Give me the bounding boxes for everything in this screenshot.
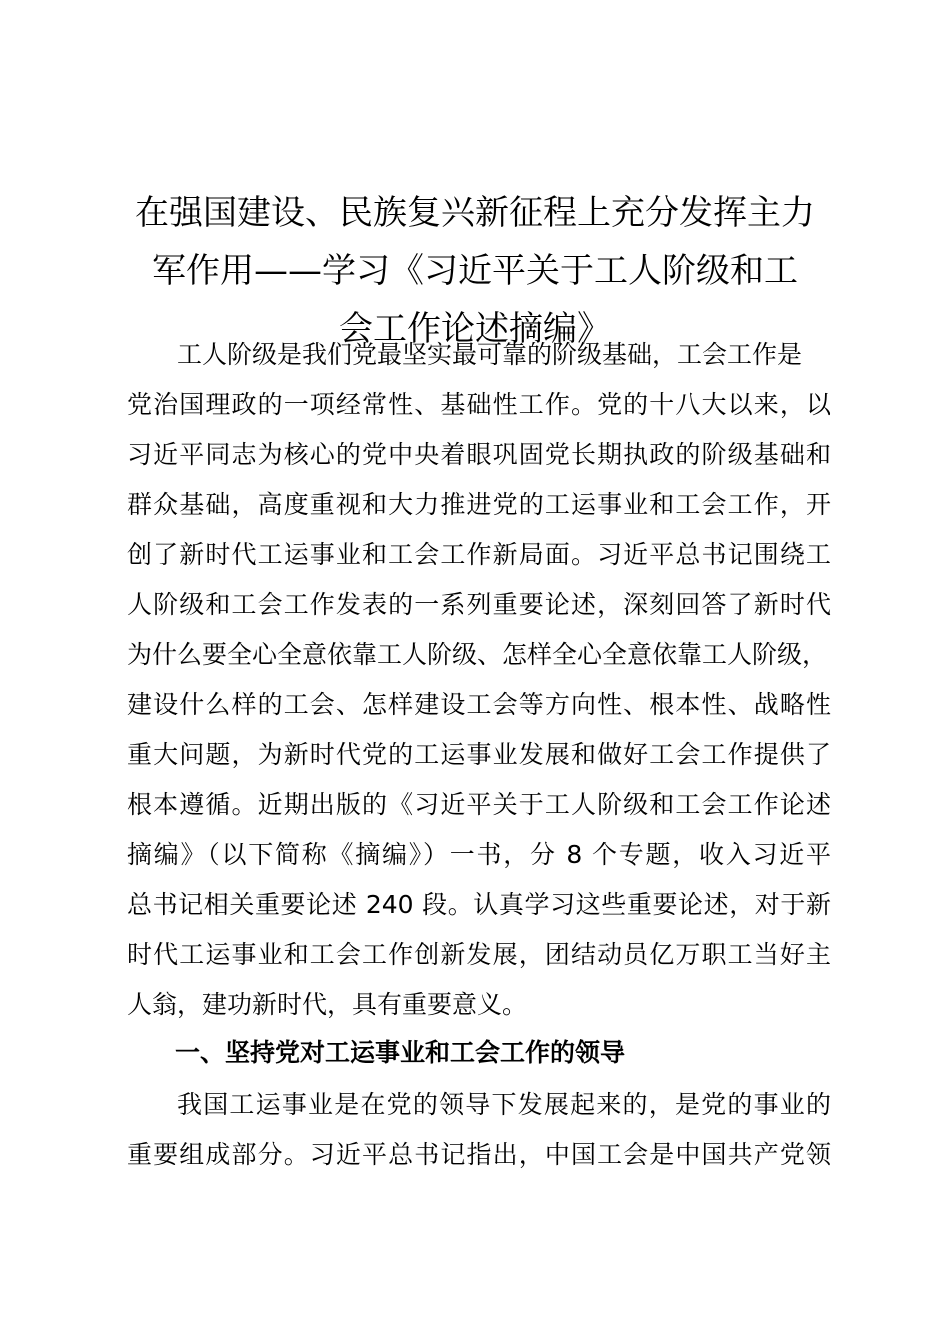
title-line: 军作用——学习《习近平关于工人阶级和工 bbox=[152, 251, 798, 291]
paragraph-line: 为什么要全心全意依靠工人阶级、怎样全心全意依靠工人阶级， bbox=[127, 640, 828, 669]
title-line: 会工作论述摘编》 bbox=[339, 309, 611, 349]
paragraph-line: 人翁，建功新时代，具有重要意义。 bbox=[127, 990, 528, 1019]
section-heading: 一、坚持党对工运事业和工会工作的领导 bbox=[175, 1038, 626, 1067]
paragraph-line: 摘编》（以下简称《摘编》）一书，分 8 个专题，收入习近平 bbox=[127, 840, 831, 869]
intro-paragraph bbox=[127, 330, 831, 1030]
paragraph-line: 党治国理政的一项经常性、基础性工作。党的十八大以来，以 bbox=[127, 390, 831, 419]
paragraph-line: 群众基础，高度重视和大力推进党的工运事业和工会工作，开 bbox=[127, 490, 831, 519]
paragraph-line: 习近平同志为核心的党中央着眼巩固党长期执政的阶级基础和 bbox=[127, 440, 831, 469]
title-line: 在强国建设、民族复兴新征程上充分发挥主力 bbox=[135, 193, 815, 233]
paragraph-line: 人阶级和工会工作发表的一系列重要论述，深刻回答了新时代 bbox=[127, 590, 831, 619]
paragraph-line: 建设什么样的工会、怎样建设工会等方向性、根本性、战略性 bbox=[127, 690, 831, 719]
paragraph-line: 我国工运事业是在党的领导下发展起来的，是党的事业的 bbox=[177, 1090, 831, 1119]
paragraph-line: 重要组成部分。习近平总书记指出，中国工会是中国共产党领 bbox=[127, 1140, 831, 1169]
paragraph-line: 时代工运事业和工会工作创新发展，团结动员亿万职工当好主 bbox=[127, 940, 831, 969]
paragraph-line: 总书记相关重要论述 240 段。认真学习这些重要论述，对于新 bbox=[127, 890, 831, 919]
paragraph-line: 工人阶级是我们党最坚实最可靠的阶级基础，工会工作是 bbox=[177, 340, 803, 369]
paragraph-line: 根本遵循。近期出版的《习近平关于工人阶级和工会工作论述 bbox=[127, 790, 831, 819]
paragraph-line: 创了新时代工运事业和工会工作新局面。习近平总书记围绕工 bbox=[127, 540, 831, 569]
paragraph-line: 重大问题，为新时代党的工运事业发展和做好工会工作提供了 bbox=[127, 740, 831, 769]
section1-paragraph bbox=[127, 1080, 831, 1180]
